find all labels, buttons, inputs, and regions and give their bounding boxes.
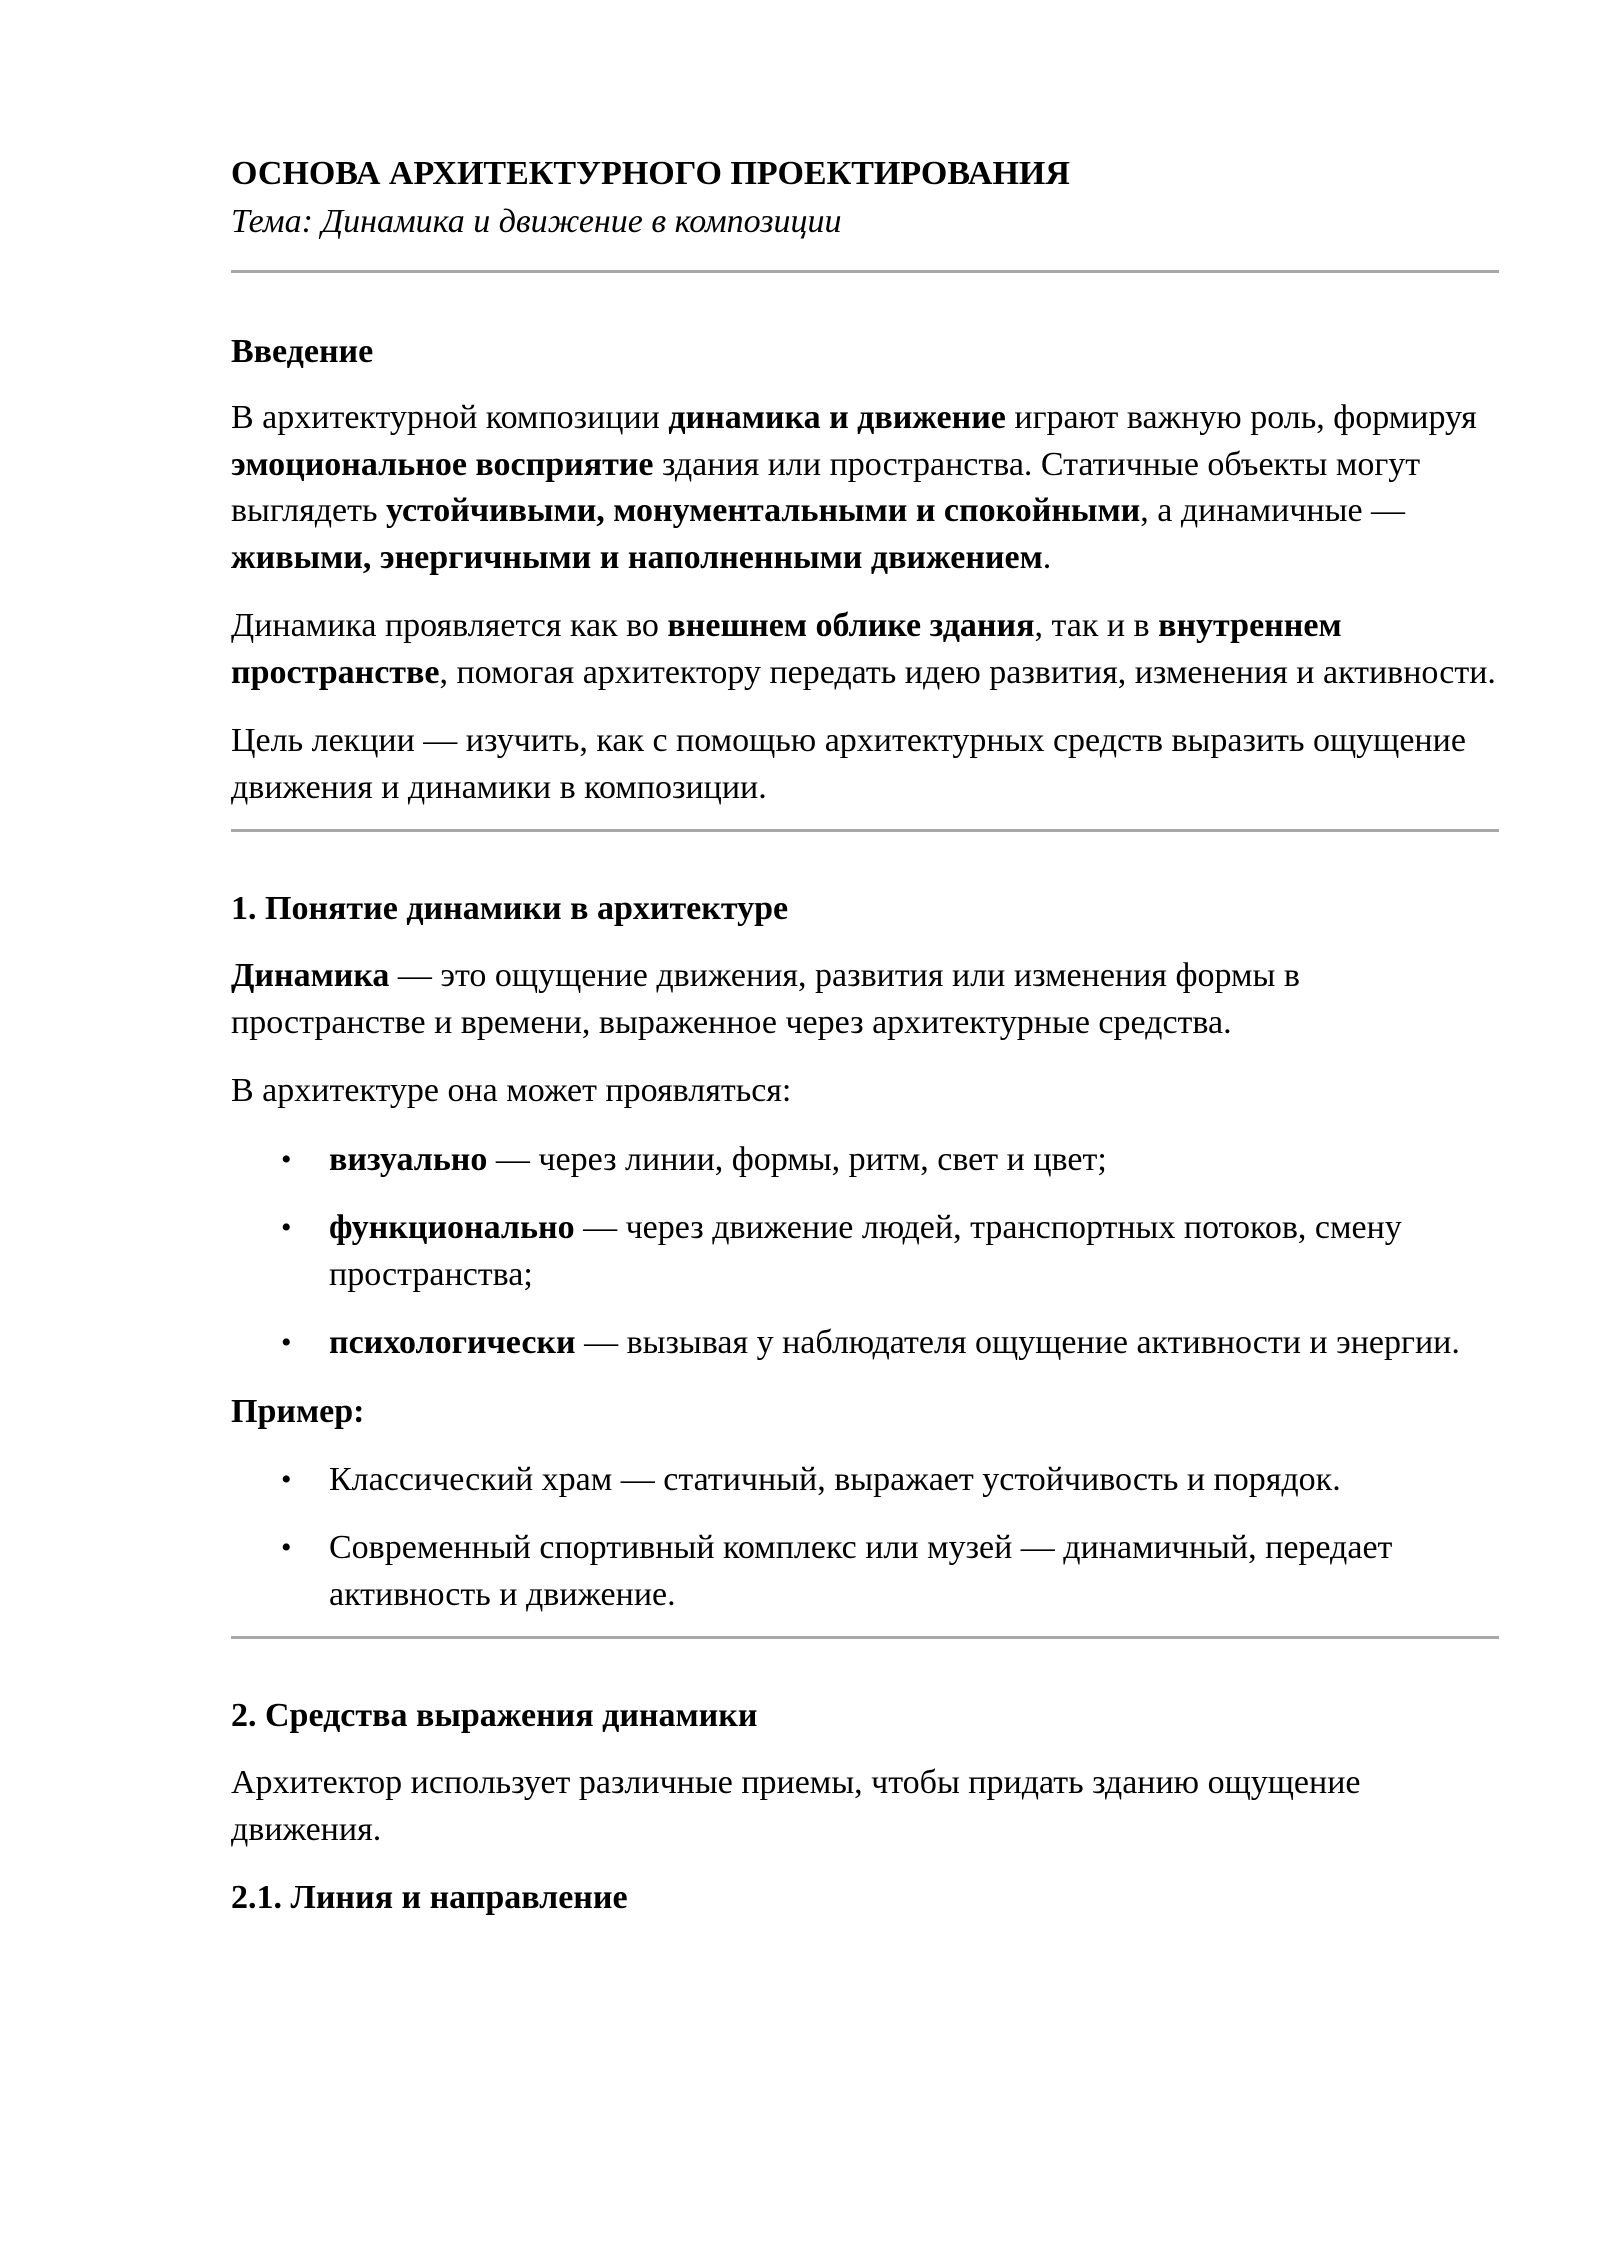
text-run: .	[1042, 538, 1052, 576]
text-run: Современный спортивный комплекс или музей — динамичный, передает активность и движение.	[329, 1529, 1393, 1613]
text-run: играют важную роль, формируя	[1005, 399, 1477, 436]
text-run: , так и в	[1034, 607, 1159, 644]
text-run: Классический храм — статичный, выражает устойчивость и порядок.	[329, 1460, 1341, 1498]
intro-paragraph-1	[231, 395, 1499, 581]
bullet-icon: •	[281, 1326, 292, 1359]
document-content	[231, 150, 1499, 1921]
text-run: — это ощущение движения, развития или изменения формы в пространстве и времени, выраженное через архитектурные средства.	[231, 957, 1300, 1041]
bullet-icon: •	[281, 1211, 292, 1244]
bold-text: Динамика	[231, 957, 390, 994]
list-item	[231, 1525, 1499, 1618]
intro-paragraph-3: Цель лекции — изучить, как с помощью архитектурных средств выразить ощущение движения и динамики в композиции.	[231, 722, 1466, 806]
section-heading-1: 1. Понятие динамики в архитектуре	[231, 890, 789, 927]
bullet-icon: •	[281, 1462, 292, 1496]
text-run: — вызывая у наблюдателя ощущение активности и энергии.	[575, 1324, 1460, 1361]
bold-text: психологически	[329, 1324, 576, 1361]
document-subtitle: Тема: Динамика и движение в композиции	[231, 203, 842, 240]
text-run: В архитектурной композиции	[231, 399, 669, 436]
bold-text: внешнем облике здания	[667, 607, 1035, 644]
list-item	[231, 1457, 1499, 1504]
list-item	[231, 1137, 1499, 1184]
bold-text: устойчивыми, монументальными и спокойными	[385, 492, 1141, 529]
text-run: , помогая архитектору передать идею развития, изменения и активности.	[439, 653, 1496, 691]
bold-text: живыми, энергичными и наполненными движением	[231, 538, 1043, 576]
bullet-icon: •	[281, 1142, 292, 1176]
bold-text: визуально	[329, 1140, 488, 1178]
section-heading-intro: Введение	[231, 333, 374, 370]
text-run: здания или пространства. Статичные объекты могут выглядеть	[231, 445, 1421, 529]
intro-paragraph-2	[231, 603, 1499, 696]
text-run: — через движение людей, транспортных потоков, смену пространства;	[329, 1209, 1402, 1293]
text-run: Динамика проявляется как во	[231, 607, 668, 644]
bold-text: внутреннем пространстве	[231, 607, 1342, 691]
subsection-heading-2-1: 2.1. Линия и направление	[231, 1879, 628, 1916]
section1-lead: В архитектуре она может проявляться:	[231, 1072, 792, 1109]
bullet-icon: •	[281, 1531, 292, 1564]
bold-text: динамика и движение	[668, 399, 1006, 436]
definition-paragraph	[231, 953, 1499, 1046]
example-list	[231, 1457, 1499, 1619]
divider	[231, 270, 1499, 273]
document-title: ОСНОВА АРХИТЕКТУРНОГО ПРОЕКТИРОВАНИЯ	[231, 155, 1070, 192]
bold-text: эмоциональное восприятие	[231, 445, 654, 483]
example-heading: Пример:	[231, 1392, 365, 1430]
bold-text: функционально	[329, 1209, 575, 1246]
divider	[231, 1636, 1499, 1639]
text-run: , а динамичные —	[1140, 492, 1406, 529]
list-item	[231, 1320, 1499, 1367]
divider	[231, 829, 1499, 832]
list-item	[231, 1205, 1499, 1298]
section-heading-2: 2. Средства выражения динамики	[231, 1697, 758, 1734]
manifestation-list	[231, 1137, 1499, 1367]
text-run: — через линии, формы, ритм, свет и цвет;	[487, 1140, 1107, 1178]
section2-paragraph: Архитектор использует различные приемы, чтобы придать зданию ощущение движения.	[231, 1764, 1361, 1848]
